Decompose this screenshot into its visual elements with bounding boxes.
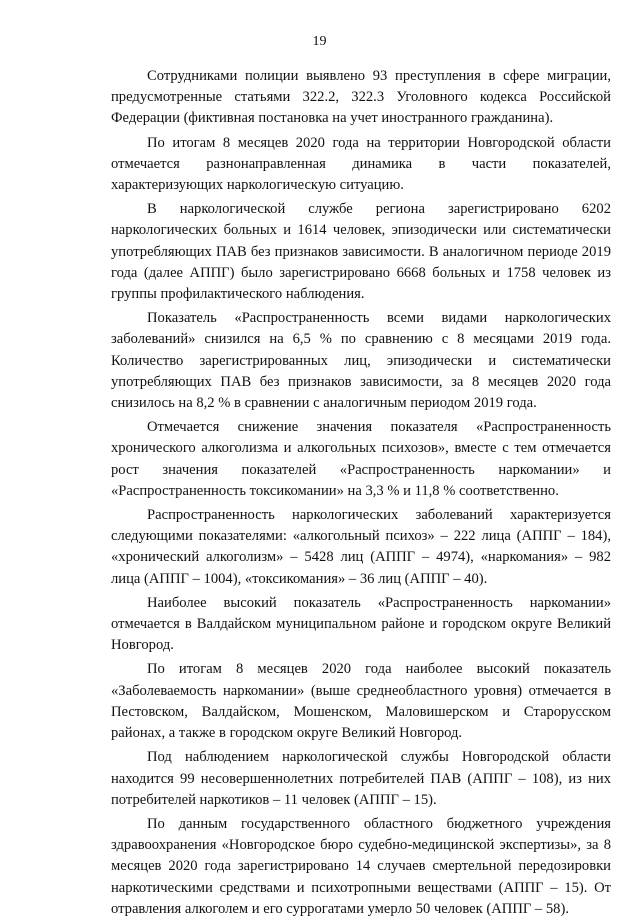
page-number: 19: [312, 34, 327, 49]
document-body: [111, 66, 611, 923]
paragraph-minors-observation: Под наблюдением наркологической службы Новгородской области находится 99 несовершеннолетних потребителей ПАВ (АППГ – 108), из них потребителей наркотиков – 11 человек (АППГ – 15).: [111, 749, 611, 808]
paragraph-highest-drug-prevalence: Наиболее высокий показатель «Распространенность наркомании» отмечается в Валдайском муниципальном районе и городском округе Великий Новгород.: [111, 594, 611, 654]
paragraph-migration-crimes: Сотрудниками полиции выявлено 93 преступления в сфере миграции, предусмотренные статьями 322.2, 322.3 Уголовного кодекса Российской Федерации (фиктивная постановка на учет иностранного гражданина).: [111, 68, 611, 127]
paragraph-registered-patients: В наркологической службе региона зарегистрировано 6202 наркологических больных и 1614 человек, эпизодически или систематически употребляющих ПАВ без признаков зависимости. В аналогичном периоде 2019 года (далее АППГ) было зарегистрировано 6668 больных и 1758 человек из группы профилактического наблюдения.: [111, 201, 611, 303]
paragraph-prevalence-indicators: Распространенность наркологических заболеваний характеризуется следующими показателями: «алкогольный психоз» – 222 лица (АППГ – 184), «хронический алкоголизм» – 5428 лиц (АППГ – 4974), «наркомания» – 982 лица (АППГ – 1004), «токсикомания» – 36 лиц (АППГ – 40).: [111, 507, 611, 587]
paragraph-narcology-dynamics: По итогам 8 месяцев 2020 года на территории Новгородской области отмечается разнонаправленная динамика в части показателей, характеризующих наркологическую ситуацию.: [111, 134, 611, 194]
paragraph-alcoholism-trend: Отмечается снижение значения показателя «Распространенность хронического алкоголизма и алкогольных психозов», вместе с тем отмечается рост значения показателей «Распространенность наркомании» и «Распространенность токсикомании» на 3,3 % и 11,8 % соответственно.: [111, 419, 611, 499]
paragraph-prevalence-decrease: Показатель «Распространенность всеми видами наркологических заболеваний» снизился на 6,5 % по сравнению с 8 месяцами 2019 года. Количество зарегистрированных лиц, эпизодически и систематически употребляющих ПАВ без признаков зависимости, за 8 месяцев 2020 года снизилось на 8,2 % в сравнении с аналогичным периодом 2019 года.: [111, 310, 611, 412]
paragraph-drug-incidence-districts: По итогам 8 месяцев 2020 года наиболее высокий показатель «Заболеваемость наркомании» (выше среднеобластного уровня) отмечается в Пестовском, Валдайском, Мошенском, Маловишерском и Старорусском районах, а также в городском округе Великий Новгород.: [111, 661, 611, 742]
paragraph-overdose-deaths: По данным государственного областного бюджетного учреждения здравоохранения «Новгородское бюро судебно-медицинской экспертизы», за 8 месяцев 2020 года зарегистрировано 14 случаев смертельной передозировки наркотическими средствами и психотропными веществами (АППГ – 15). От отравления алкоголем и его суррогатами умерло 50 человек (АППГ – 58).: [111, 815, 611, 917]
